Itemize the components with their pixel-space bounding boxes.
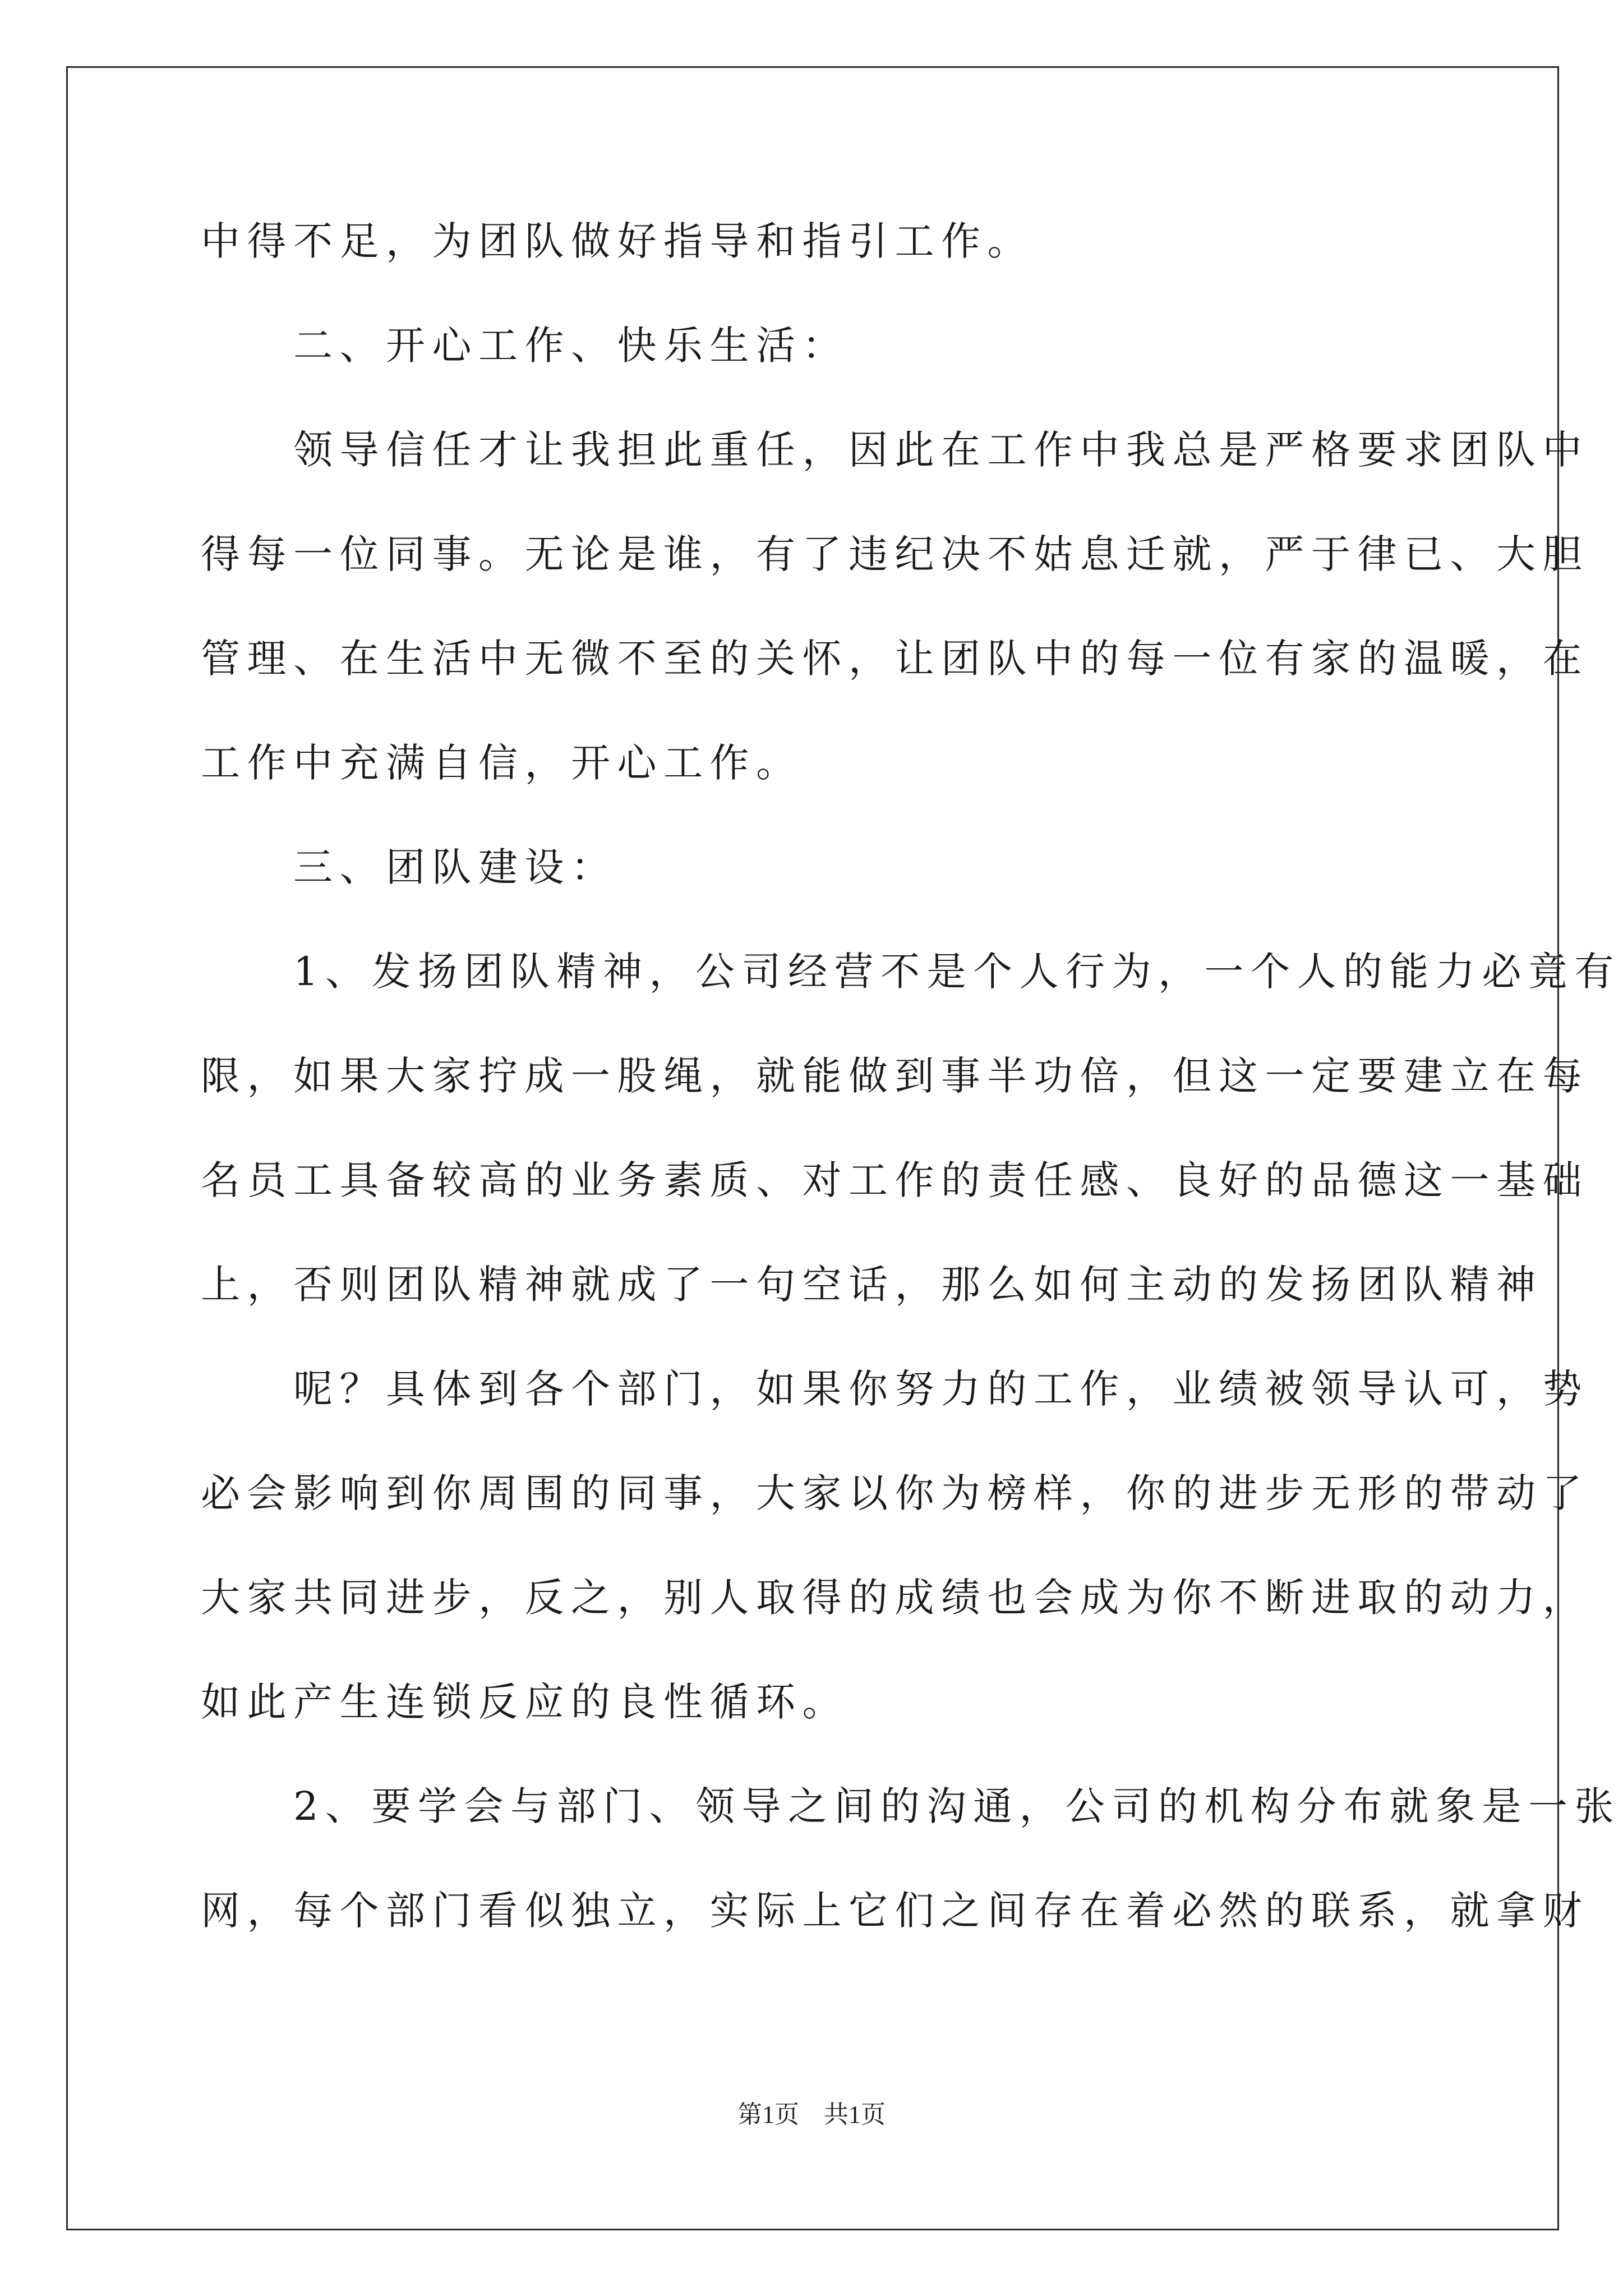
text-line: 2、要学会与部门、领导之间的沟通，公司的机构分布就象是一张 — [201, 1783, 1621, 1829]
text-line: 名员工具备较高的业务素质、对工作的责任感、良好的品德这一基础 — [201, 1157, 1589, 1203]
text-line: 领导信任才让我担此重任，因此在工作中我总是严格要求团队中 — [201, 427, 1589, 473]
text-line: 如此产生连锁反应的良性循环。 — [201, 1679, 849, 1725]
text-line: 上，否则团队精神就成了一句空话，那么如何主动的发扬团队精神 — [201, 1262, 1543, 1308]
page-number-footer: 第1页 共1页 — [737, 2101, 886, 2128]
text-line: 必会影响到你周围的同事，大家以你为榜样，你的进步无形的带动了 — [201, 1470, 1589, 1516]
text-line: 工作中充满自信，开心工作。 — [201, 740, 803, 786]
text-line: 二、开心工作、快乐生活： — [201, 323, 849, 369]
text-line: 网，每个部门看似独立，实际上它们之间存在着必然的联系，就拿财 — [201, 1888, 1589, 1934]
text-line: 管理、在生活中无微不至的关怀，让团队中的每一位有家的温暖，在 — [201, 636, 1589, 682]
text-line: 1、发扬团队精神，公司经营不是个人行为，一个人的能力必竟有 — [201, 949, 1621, 995]
text-line: 大家共同进步，反之，别人取得的成绩也会成为你不断进取的动力， — [201, 1575, 1589, 1621]
text-line: 三、团队建设： — [201, 844, 617, 890]
text-line: 呢？具体到各个部门，如果你努力的工作，业绩被领导认可，势 — [201, 1366, 1589, 1412]
text-line: 中得不足，为团队做好指导和指引工作。 — [201, 218, 1034, 264]
text-line: 得每一位同事。无论是谁，有了违纪决不姑息迁就，严于律已、大胆 — [201, 531, 1589, 577]
text-line: 限，如果大家拧成一股绳，就能做到事半功倍，但这一定要建立在每 — [201, 1053, 1589, 1099]
